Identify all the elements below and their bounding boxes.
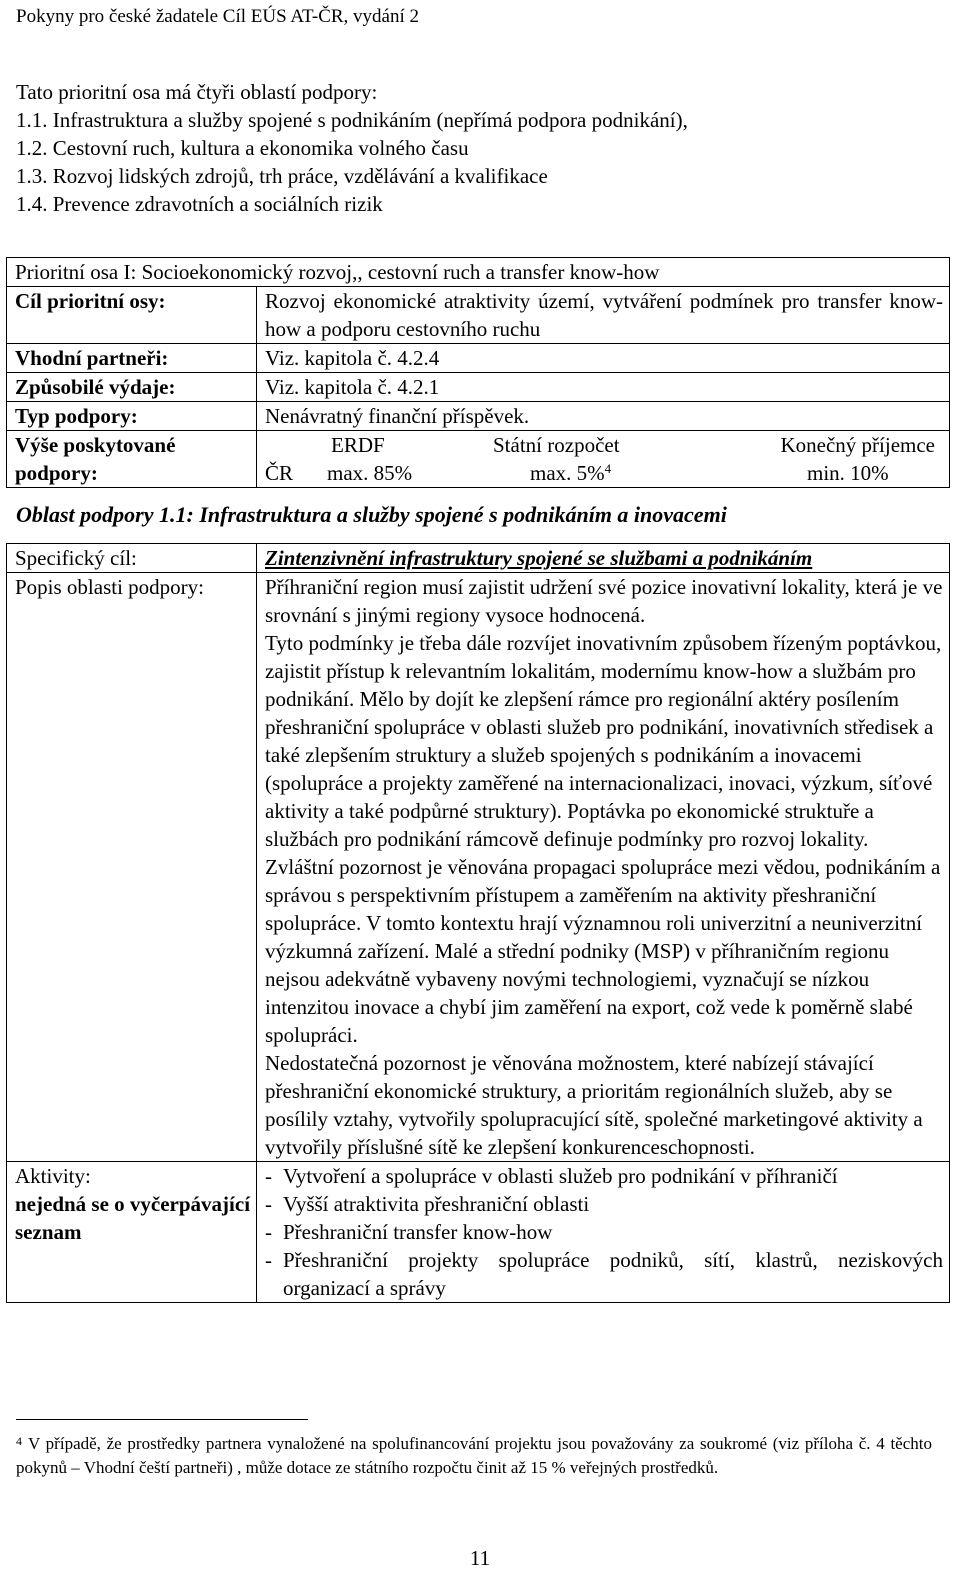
row-label: Cíl prioritní osy: [7, 287, 257, 344]
table-row [7, 544, 950, 573]
list-item: - Vyšší atraktivita přeshraniční oblasti [265, 1190, 943, 1218]
activities-label-cell [7, 1162, 257, 1303]
row-value: Viz. kapitola č. 4.2.1 [257, 373, 950, 402]
footnote-text: V případě, že prostředky partnera vynaložené na spolufinancování projektu jsou považovány za soukromé (viz příloha č. 4 těchto pokynů – Vhodní čeští partneři) , může dotace ze státního rozpočtu činit až 15 % veřejných prostředků. [16, 1434, 932, 1477]
activities-note: nejedná se o vyčerpávající seznam [15, 1192, 251, 1244]
table-row [7, 1162, 950, 1303]
page-number: 11 [469, 1546, 491, 1570]
goal-label: Specifický cíl: [7, 544, 257, 573]
table-row [7, 287, 950, 344]
desc-cell [257, 573, 950, 1162]
activities-list [265, 1162, 943, 1302]
axis-title: Prioritní osa I: Socioekonomický rozvoj,, cestovní ruch a transfer know-how [7, 258, 950, 287]
goal-value: Zintenzivnění infrastruktury spojené se službami a podnikáním [265, 546, 813, 570]
intro-lead: Tato prioritní osa má čtyři oblastí podpory: [16, 80, 378, 104]
intro-item: 1.1. Infrastruktura a služby spojené s podnikáním (nepřímá podpora podnikání), [16, 108, 688, 132]
desc-paragraph: Příhraniční region musí zajistit udržení své pozice inovativní lokality, která je ve srovnání s jinými regiony vysoce hodnocená. [265, 575, 943, 627]
list-item: - Přeshraniční projekty spolupráce podniků, sítí, klastrů, neziskových organizací a správy [265, 1246, 943, 1302]
table-row [7, 258, 950, 287]
row-label: Vhodní partneři: [7, 344, 257, 373]
table-row [7, 344, 950, 373]
footnote [16, 1432, 932, 1480]
priority-axis-table [6, 257, 950, 488]
row-value: Viz. kapitola č. 4.2.4 [257, 344, 950, 373]
intro-item: 1.4. Prevence zdravotních a sociálních rizik [16, 192, 383, 216]
support-area-table [6, 543, 950, 1303]
support-erdf-value: max. 85% [327, 461, 413, 485]
row-value: Nenávratný finanční příspěvek. [257, 402, 950, 431]
goal-cell [257, 544, 950, 573]
support-cell [257, 431, 950, 488]
desc-paragraph: Nedostatečná pozornost je věnována možnostem, které nabízejí stávající přeshraniční ekonomické struktury, a prioritám regionálních služeb, aby se posílily vztahy, vytvořily spolupracující sítě, společné marketingové aktivity a vytvořily příslušné sítě ke zlepšení konkurenceschopnosti. [265, 1051, 923, 1159]
support-state-text: max. 5% [530, 461, 605, 485]
table-row [7, 402, 950, 431]
desc-paragraph: Tyto podmínky je třeba dále rozvíjet inovativním způsobem řízeným poptávkou, zajistit přístup k relevantním lokalitám, modernímu know-how a službám pro podnikání. Mělo by dojít ke zlepšení rámce pro regionální aktéry posílením přeshraniční spolupráce v oblasti služeb pro podnikání, inovativních středisek a také zlepšením struktury a služeb spojených s podnikáním a inovacemi (spolupráce a projekty zaměřené na internacionalizaci, inovaci, výzkum, síťové aktivity a také podpůrné struktury). Poptávka po ekonomické struktuře a službách pro podnikání rámcově definuje podmínky pro rozvoj lokality. [265, 631, 942, 851]
list-item: - Vytvoření a spolupráce v oblasti služeb pro podnikání v příhraničí [265, 1162, 943, 1190]
row-label: Typ podpory: [7, 402, 257, 431]
intro-item: 1.3. Rozvoj lidských zdrojů, trh práce, vzdělávání a kvalifikace [16, 164, 548, 188]
support-header-recipient: Konečný příjemce [780, 433, 935, 457]
footnote-divider [16, 1419, 308, 1420]
support-state-value [530, 459, 611, 487]
row-value: Rozvoj ekonomické atraktivity území, vytváření podmínek pro transfer know-how a podporu cestovního ruchu [257, 287, 950, 344]
table-row [7, 373, 950, 402]
desc-paragraph: Zvláštní pozornost je věnována propagaci spolupráce mezi vědou, podnikáním a správou s perspektivním přístupem a zaměřením na aktivity přeshraniční spolupráce. V tomto kontextu hrají významnou roli univerzitní a neuniverzitní výzkumná zařízení. Malé a střední podniky (MSP) v příhraničním regionu nejsou adekvátně vybaveny novými technologiemi, vyznačují se nízkou intenzitou inovace a chybí jim zaměření na export, což vede k poměrně slabé spolupráci. [265, 855, 941, 1047]
footnote-ref: 4 [604, 461, 612, 476]
footnote-number: 4 [16, 1434, 22, 1448]
activities-label: Aktivity: [15, 1164, 91, 1188]
activities-cell [257, 1162, 950, 1303]
list-item: - Přeshraniční transfer know-how [265, 1218, 943, 1246]
desc-label: Popis oblasti podpory: [7, 573, 257, 1162]
intro-section [16, 78, 688, 218]
intro-item: 1.2. Cestovní ruch, kultura a ekonomika volného času [16, 136, 469, 160]
support-header-state: Státní rozpočet [493, 433, 620, 457]
table-row [7, 573, 950, 1162]
support-area-title: Oblast podpory 1.1: Infrastruktura a služby spojené s podnikáním a inovacemi [16, 502, 727, 527]
row-label: Způsobilé výdaje: [7, 373, 257, 402]
support-recipient-value: min. 10% [807, 461, 889, 485]
table-row [7, 431, 950, 488]
document-header: Pokyny pro české žadatele Cíl EÚS AT-ČR, vydání 2 [16, 6, 419, 27]
support-prefix: ČR [265, 461, 294, 485]
support-header-erdf: ERDF [331, 433, 385, 457]
row-label: Výše poskytované podpory: [7, 431, 257, 488]
